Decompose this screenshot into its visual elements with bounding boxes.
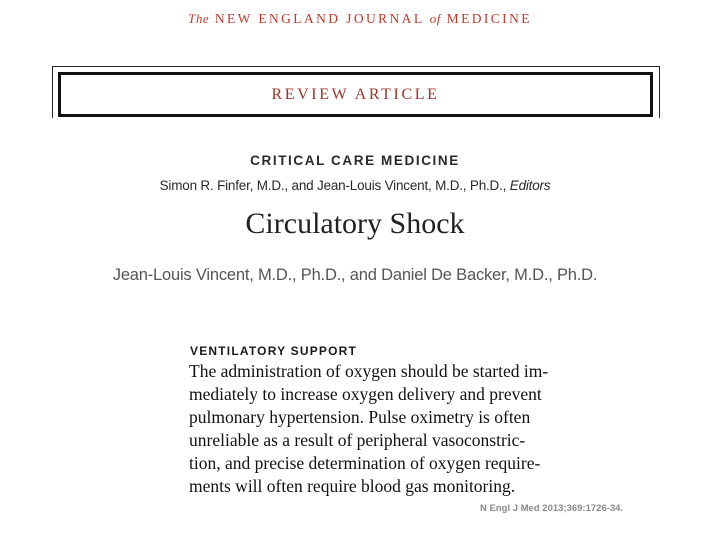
masthead-journal-name: NEW ENGLAND JOURNAL [214,11,424,26]
citation: N Engl J Med 2013;369:1726-34. [480,503,624,514]
editors-role: Editors [509,178,551,193]
excerpt-line: mediately to increase oxygen delivery and prevent [189,384,542,404]
editors-names: Simon R. Finfer, M.D., and Jean-Louis Vincent, M.D., Ph.D., [159,178,510,193]
excerpt-line: pulmonary hypertension. Pulse oximetry is often [189,407,531,427]
article-authors: Jean-Louis Vincent, M.D., Ph.D., and Daniel De Backer, M.D., Ph.D. [112,266,598,284]
excerpt-line: The administration of oxygen should be started im- [189,361,549,381]
masthead-medicine: MEDICINE [446,11,532,26]
masthead-the: The [188,11,210,26]
section-title: CRITICAL CARE MEDICINE [250,153,460,168]
masthead-of: of [429,11,441,26]
article-title: Circulatory Shock [245,207,465,240]
excerpt-line: unreliable as a result of peripheral vasoconstric- [189,430,526,450]
review-banner [58,72,653,117]
excerpt-line: tion, and precise determination of oxygen require- [189,453,541,473]
excerpt-line: ments will often require blood gas monitoring. [189,476,516,496]
review-article-label: REVIEW ARTICLE [271,85,440,103]
journal-masthead [0,11,720,27]
editors-line [0,178,710,193]
excerpt-heading: VENTILATORY SUPPORT [190,344,358,358]
